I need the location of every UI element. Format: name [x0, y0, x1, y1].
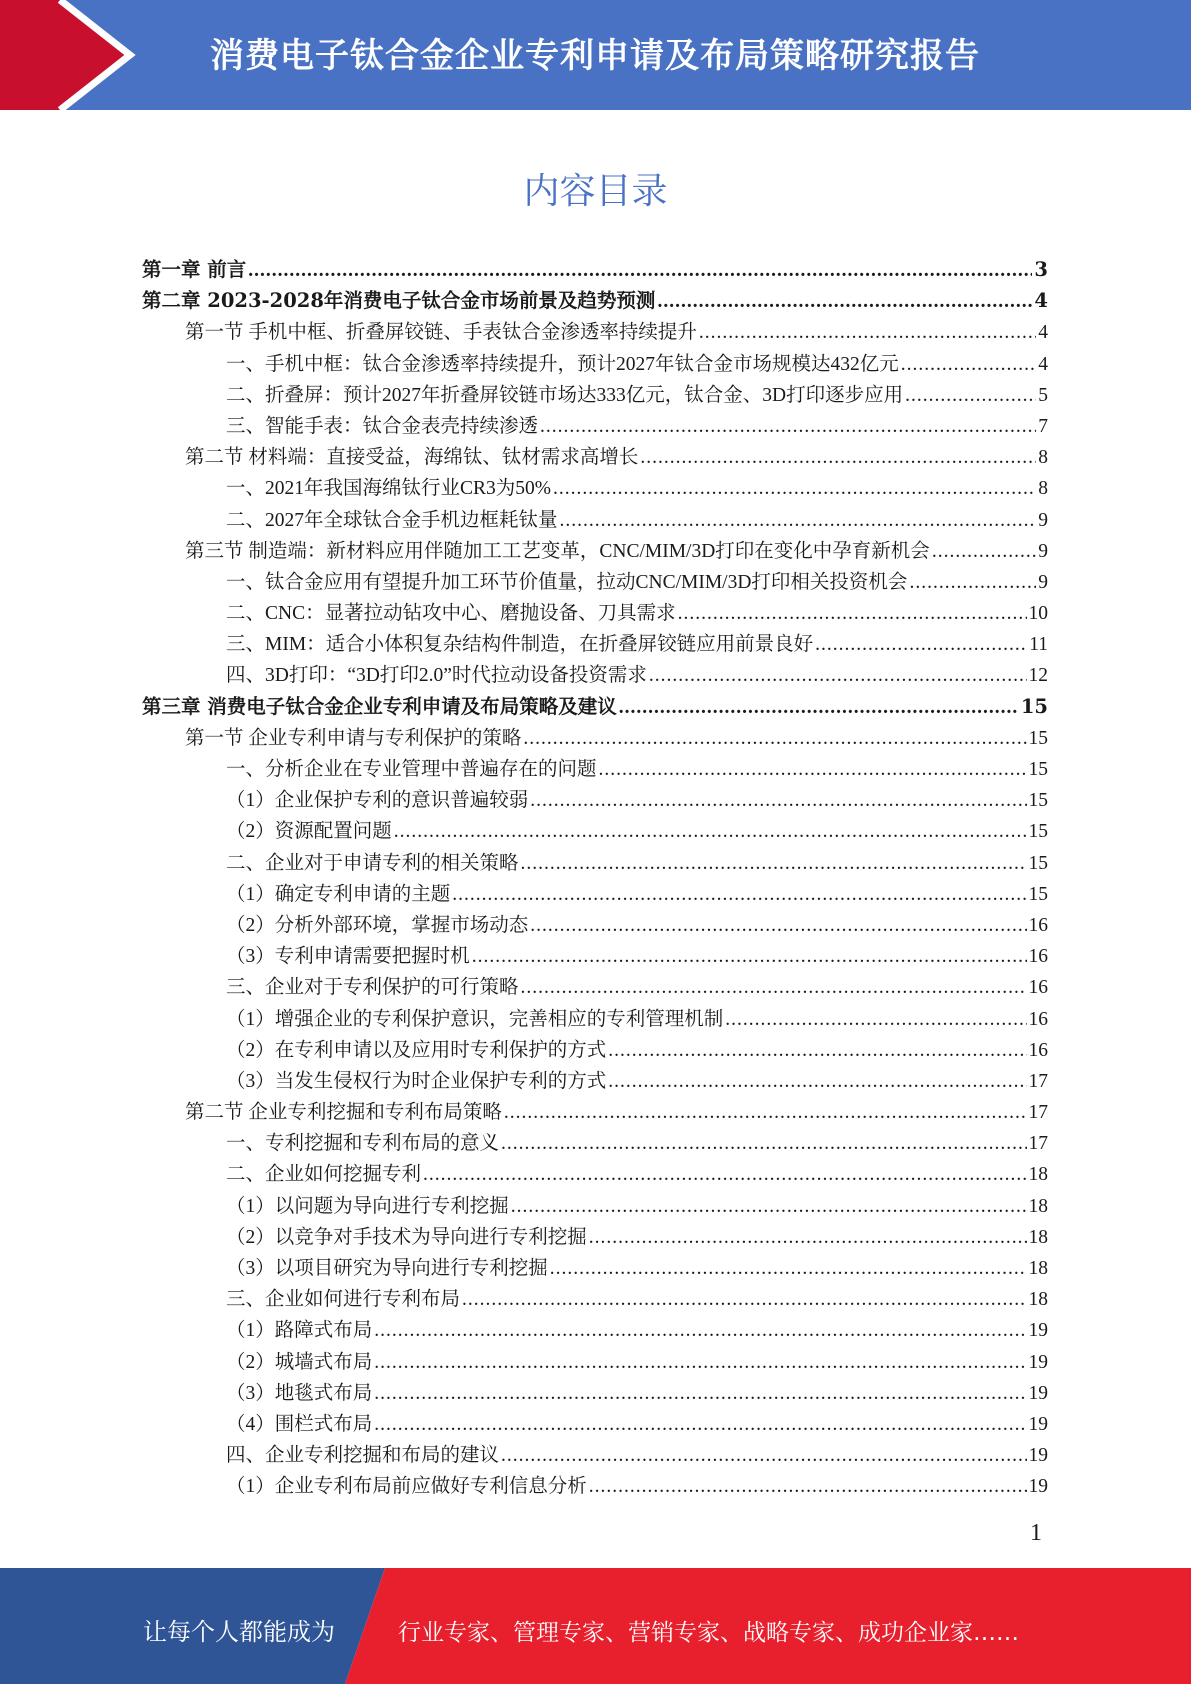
toc-leader-dots [699, 322, 1036, 344]
toc-entry-page: 15 [1028, 759, 1048, 780]
toc-entry-page: 9 [1038, 571, 1048, 593]
toc-entry-page: 15 [1028, 821, 1048, 843]
toc-entry-text: 一、手机中框：钛合金渗透率持续提升，预计2027年钛合金市场规模达432亿元 [226, 353, 899, 375]
toc-entry-page: 3 [1034, 258, 1048, 281]
toc-leader-dots [815, 634, 1027, 656]
toc-leader-dots [905, 385, 1036, 407]
toc-entry-text: 二、CNC：显著拉动钻攻中心、磨抛设备、刀具需求 [226, 603, 676, 625]
toc-entry-page: 19 [1028, 1351, 1048, 1373]
toc-entry-page: 16 [1028, 946, 1048, 968]
toc-leader-dots [521, 977, 1027, 999]
toc-entry-text: 四、3D打印：“3D打印2.0”时代拉动设备投资需求 [226, 665, 647, 687]
toc-entry[interactable] [142, 1439, 1048, 1470]
toc-leader-dots [501, 1445, 1026, 1467]
toc-leader-dots [619, 697, 1019, 719]
toc-leader-dots [248, 260, 1032, 282]
toc-entry[interactable] [142, 1158, 1048, 1189]
toc-entry-page: 15 [1028, 727, 1048, 749]
toc-entry-text: （2）分析外部环境，掌握市场动态 [226, 914, 529, 936]
toc-entry[interactable] [142, 1283, 1048, 1314]
toc-entry-text: （3）地毯式布局 [226, 1382, 373, 1404]
toc-entry[interactable] [142, 909, 1048, 940]
toc-entry[interactable] [142, 379, 1048, 410]
toc-leader-dots [678, 603, 1027, 625]
toc-leader-dots [553, 478, 1036, 500]
toc-entry-text: 一、专利挖掘和专利布局的意义 [226, 1133, 500, 1155]
toc-entry-text: 第一节 手机中框、折叠屏铰链、手表钛合金渗透率持续提升 [185, 322, 697, 344]
toc-entry-text: 二、企业如何挖掘专利 [226, 1164, 422, 1186]
toc-entry[interactable] [142, 659, 1048, 690]
toc-entry-page: 16 [1028, 1039, 1048, 1061]
toc-entry[interactable] [142, 753, 1048, 784]
toc-entry[interactable] [142, 1221, 1048, 1252]
toc-entry[interactable] [142, 410, 1048, 441]
toc-leader-dots [504, 1102, 1027, 1124]
toc-leader-dots [521, 853, 1027, 875]
toc-entry[interactable] [142, 1190, 1048, 1221]
toc-entry-text: （2）在专利申请以及应用时专利保护的方式 [226, 1039, 607, 1061]
toc-entry[interactable] [142, 566, 1048, 597]
toc-entry-text: 第一节 企业专利申请与专利保护的策略 [185, 727, 522, 749]
footer-banner [0, 1568, 1191, 1684]
toc-entry-page: 4 [1038, 322, 1048, 344]
toc-entry-text: 第三章 消费电子钛合金企业专利申请及布局策略及建议 [142, 694, 617, 718]
toc-entry-text: 二、2027年全球钛合金手机边框耗钛量 [226, 509, 558, 531]
toc-entry[interactable] [142, 1096, 1048, 1127]
toc-entry-text: 三、智能手表：钛合金表壳持续渗透 [226, 415, 539, 437]
toc-entry-page: 16 [1028, 977, 1048, 999]
toc-entry-page: 8 [1038, 478, 1048, 500]
toc-entry-page: 18 [1028, 1164, 1048, 1186]
toc-entry-page: 7 [1038, 415, 1048, 437]
toc-entry[interactable] [142, 1034, 1048, 1065]
toc-entry-text: 第三节 制造端：新材料应用伴随加工工艺变革，CNC/MIM/3D打印在变化中孕育新机会 [185, 540, 930, 562]
toc-entry-text: 三、企业对于专利保护的可行策略 [226, 977, 519, 999]
toc-leader-dots [657, 291, 1032, 313]
toc-entry-text: （1）企业专利布局前应做好专利信息分析 [226, 1476, 587, 1498]
toc-leader-dots [374, 1383, 1026, 1405]
toc-leader-dots [560, 510, 1037, 532]
toc-entry-text: （1）以问题为导向进行专利挖掘 [226, 1195, 509, 1217]
footer-slogan-right: 行业专家、管理专家、营销专家、战略专家、成功企业家…… [398, 1620, 1019, 1646]
toc-entry-text: 第二节 材料端：直接受益，海绵钛、钛材需求高增长 [185, 447, 639, 469]
toc-entry-page: 19 [1028, 1476, 1048, 1498]
toc-entry-text: （1）企业保护专利的意识普遍较弱 [226, 790, 529, 812]
toc-entry-page: 9 [1038, 509, 1048, 531]
toc-leader-dots [589, 1227, 1027, 1249]
toc-entry-text: 三、MIM：适合小体积复杂结构件制造，在折叠屏铰链应用前景良好 [226, 634, 814, 656]
toc-entry-page: 5 [1038, 384, 1048, 406]
toc-leader-dots [550, 1258, 1027, 1280]
toc-entry-page: 19 [1028, 1445, 1048, 1467]
toc-entry-text: 四、企业专利挖掘和布局的建议 [226, 1445, 500, 1467]
toc-entry-page: 16 [1028, 914, 1048, 936]
page-number: 1 [1030, 1520, 1042, 1546]
toc-entry[interactable] [142, 1408, 1048, 1439]
toc-entry-page: 15 [1028, 883, 1048, 905]
toc-leader-dots [649, 665, 1027, 687]
red-arrow-decoration [0, 0, 150, 110]
toc-entry[interactable] [142, 628, 1048, 659]
toc-entry-page: 12 [1028, 665, 1048, 687]
toc-entry-text: （1）路障式布局 [226, 1320, 373, 1342]
toc-entry[interactable] [142, 285, 1048, 316]
toc-entry[interactable] [142, 971, 1048, 1002]
toc-entry-page: 8 [1038, 447, 1048, 469]
toc-entry[interactable] [142, 348, 1048, 379]
toc-entry[interactable] [142, 847, 1048, 878]
toc-entry-text: （4）围栏式布局 [226, 1413, 373, 1435]
toc-entry-page: 19 [1028, 1382, 1048, 1404]
toc-entry-page: 17 [1028, 1102, 1048, 1124]
toc-entry[interactable] [142, 254, 1048, 285]
toc-entry[interactable] [142, 504, 1048, 535]
toc-entry-text: 一、钛合金应用有望提升加工环节价值量，拉动CNC/MIM/3D打印相关投资机会 [226, 571, 908, 593]
toc-entry-page: 4 [1034, 289, 1048, 313]
toc-leader-dots [501, 1133, 1026, 1155]
toc-entry-text: （3）当发生侵权行为时企业保护专利的方式 [226, 1070, 607, 1092]
toc-entry-text: （3）以项目研究为导向进行专利挖掘 [226, 1258, 548, 1279]
toc-entry[interactable] [142, 1346, 1048, 1377]
toc-leader-dots [901, 354, 1036, 376]
toc-leader-dots [374, 1320, 1026, 1342]
report-title: 消费电子钛合金企业专利申请及布局策略研究报告 [210, 36, 980, 76]
toc-entry[interactable] [142, 878, 1048, 909]
toc-entry[interactable] [142, 1003, 1048, 1034]
toc-entry-page: 9 [1038, 540, 1048, 562]
toc-entry-page: 18 [1028, 1195, 1048, 1217]
toc-entry[interactable] [142, 1065, 1048, 1096]
toc-entry[interactable] [142, 691, 1048, 722]
toc-entry-text: （2）城墙式布局 [226, 1351, 373, 1373]
toc-entry-page: 19 [1028, 1413, 1048, 1435]
toc-entry-page: 18 [1028, 1226, 1048, 1248]
toc-entry-page: 19 [1028, 1320, 1048, 1342]
toc-entry-text: 一、2021年我国海绵钛行业CR3为50% [226, 478, 552, 500]
toc-entry-page: 4 [1038, 353, 1048, 375]
toc-leader-dots [462, 1289, 1026, 1311]
toc-entry-page: 16 [1028, 1008, 1048, 1030]
toc-entry-text: 第二章 2023-2028年消费电子钛合金市场前景及趋势预测 [142, 289, 656, 313]
toc-leader-dots [472, 946, 1027, 968]
toc-leader-dots [530, 790, 1026, 812]
toc-leader-dots [530, 915, 1026, 937]
toc-entry-text: （2）资源配置问题 [226, 821, 392, 843]
toc-entry-text: （1）确定专利申请的主题 [226, 883, 451, 905]
toc-entry[interactable] [142, 1377, 1048, 1408]
toc-leader-dots [608, 1071, 1026, 1093]
toc-entry-text: 三、企业如何进行专利布局 [226, 1289, 461, 1311]
toc-leader-dots [374, 1352, 1026, 1374]
toc-leader-dots [540, 416, 1036, 438]
toc-entry-page: 10 [1028, 603, 1048, 625]
toc-entry-page: 18 [1028, 1289, 1048, 1311]
toc-leader-dots [423, 1164, 1026, 1186]
toc-entry[interactable] [142, 441, 1048, 472]
toc-leader-dots [608, 1040, 1026, 1062]
toc-entry[interactable] [142, 1314, 1048, 1345]
toc-title: 内容目录 [523, 171, 668, 212]
toc-entry-page: 11 [1029, 634, 1048, 656]
toc-leader-dots [599, 759, 1027, 781]
toc-entry[interactable] [142, 597, 1048, 628]
toc-entry-page: 18 [1028, 1258, 1048, 1279]
toc-leader-dots [523, 728, 1026, 750]
toc-entry-page: 17 [1028, 1133, 1048, 1155]
toc-entry-text: （1）增强企业的专利保护意识，完善相应的专利管理机制 [226, 1008, 724, 1030]
toc-entry-text: （2）以竞争对手技术为导向进行专利挖掘 [226, 1226, 587, 1248]
toc-leader-dots [394, 821, 1027, 843]
toc-entry[interactable] [142, 1252, 1048, 1283]
toc-entry-text: 一、分析企业在专业管理中普遍存在的问题 [226, 759, 597, 780]
toc-leader-dots [589, 1476, 1027, 1498]
toc-entry-page: 15 [1028, 852, 1048, 874]
toc-entry-text: 第一章 前言 [142, 258, 247, 281]
toc-leader-dots [725, 1009, 1026, 1031]
toc-entry[interactable] [142, 316, 1048, 347]
toc-entry-text: （3）专利申请需要把握时机 [226, 946, 470, 968]
toc-entry-text: 二、折叠屏：预计2027年折叠屏铰链市场达333亿元，钛合金、3D打印逐步应用 [226, 384, 904, 406]
toc-entry[interactable] [142, 535, 1048, 566]
toc-entry-page: 15 [1028, 790, 1048, 812]
toc-leader-dots [511, 1196, 1027, 1218]
toc-entry-text: 第二节 企业专利挖掘和专利布局策略 [185, 1102, 502, 1124]
toc-entry[interactable] [142, 1127, 1048, 1158]
toc-entry-text: 二、企业对于申请专利的相关策略 [226, 852, 519, 874]
toc-entry[interactable] [142, 815, 1048, 846]
table-of-contents [142, 254, 1048, 1502]
toc-entry[interactable] [142, 472, 1048, 503]
toc-leader-dots [932, 541, 1036, 563]
toc-leader-dots [374, 1414, 1026, 1436]
footer-slogan-left: 让每个人都能成为 [143, 1618, 335, 1646]
toc-entry-page: 15 [1020, 694, 1048, 718]
header-banner [0, 0, 1191, 110]
toc-entry-page: 17 [1028, 1070, 1048, 1092]
toc-leader-dots [452, 884, 1026, 906]
toc-leader-dots [909, 572, 1036, 594]
toc-leader-dots [640, 447, 1036, 469]
toc-entry[interactable] [142, 1470, 1048, 1501]
toc-entry[interactable] [142, 940, 1048, 971]
toc-entry[interactable] [142, 722, 1048, 753]
toc-entry[interactable] [142, 784, 1048, 815]
